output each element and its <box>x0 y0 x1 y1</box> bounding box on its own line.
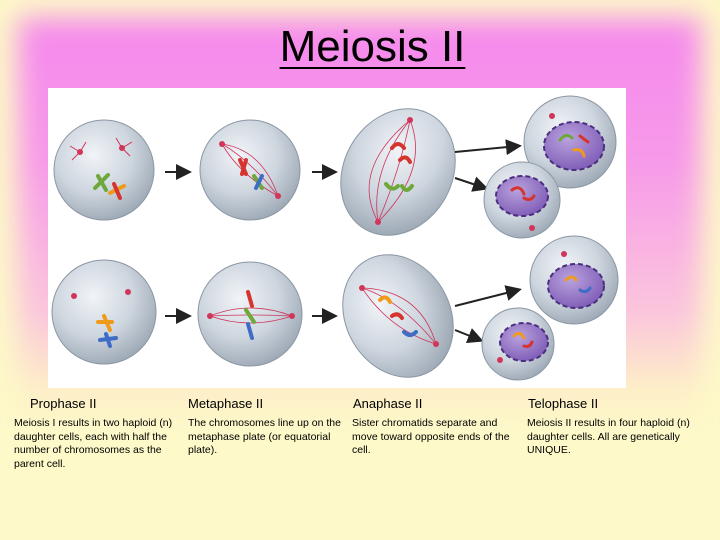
anaphase-cell-bottom <box>321 235 475 398</box>
phase-description-prophase: Meiosis I results in two haploid (n) daughter cells, each with half the number of chromosomes as the parent cell. <box>14 417 173 470</box>
anaphase-cell-top <box>318 88 478 256</box>
metaphase-cell-bottom <box>198 262 302 366</box>
phase-label-telophase: Telophase II <box>528 396 599 411</box>
arrow-icon <box>455 146 518 152</box>
phase-label-metaphase: Metaphase II <box>188 396 264 411</box>
phase-description-anaphase: Sister chromatids separate and move toward opposite ends of the cell. <box>352 417 510 456</box>
arrow-icon <box>455 330 480 340</box>
phase-label-prophase: Prophase II <box>30 396 97 411</box>
telophase-cell-4 <box>482 308 554 380</box>
metaphase-cell-top <box>200 120 300 220</box>
phase-label-anaphase: Anaphase II <box>353 396 423 411</box>
slide-title: Meiosis II <box>279 22 466 71</box>
telophase-cell-2 <box>484 162 560 238</box>
phase-description-telophase: Meiosis II results in four haploid (n) daughter cells. All are genetically UNIQUE. <box>527 417 690 456</box>
arrow-icon <box>455 178 485 188</box>
prophase-cell-top <box>54 120 154 220</box>
phase-description-metaphase: The chromosomes line up on the metaphase plate (or equatorial plate). <box>188 417 341 456</box>
telophase-cell-3 <box>530 236 618 324</box>
prophase-cell-bottom <box>52 260 156 364</box>
arrow-icon <box>455 290 518 306</box>
